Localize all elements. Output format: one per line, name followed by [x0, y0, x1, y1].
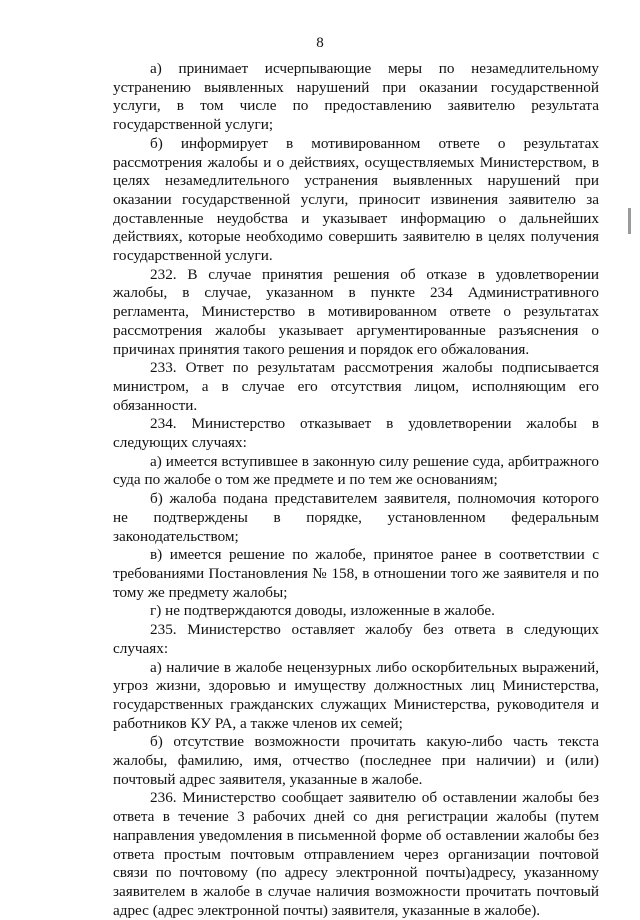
paragraph-235: 235. Министерство оставляет жалобу без ответа в следующих случаях: [113, 621, 599, 657]
paragraph-234b: б) жалоба подана представителем заявителя, полномочия которого не подтверждены в порядке, установленном федеральным законодательством; [113, 490, 599, 545]
paragraph-231b: б) информирует в мотивированном ответе о результатах рассмотрения жалобы и о действиях, осуществляемых Министерством, в целях незамедлительного устранения выявленных нарушений при оказании государственной услуги, приносит извинения заявителю за доставленные неудобства и указывает информацию о дальнейших действиях, которые необходимо совершить заявителю в целях получения государственной услуги. [113, 134, 599, 265]
paragraph-236: 236. Министерство сообщает заявителю об оставлении жалобы без ответа в течение 3 рабочих дней со дня регистрации жалобы (путем направления уведомления в письменной форме об оставлении жалобы без ответа простым почтовым отправлением через организации почтовой связи по почтовому (по адресу электронной почты)адресу, указанному заявителем в жалобе в случае наличия возможности прочитать почтовый адрес (адрес электронной почты) заявителя, указанные в жалобе). [113, 789, 599, 919]
paragraph-235a: а) наличие в жалобе нецензурных либо оскорбительных выражений, угроз жизни, здоровью и имуществу должностных лиц Министерства, государственных гражданских служащих Министерства, руководителя и работников КУ РА, а также членов их семей; [113, 658, 599, 732]
paragraph-234a: а) имеется вступившее в законную силу решение суда, арбитражного суда по жалобе о том же предмете и по тем же основаниям; [113, 452, 599, 489]
paragraph-234: 234. Министерство отказывает в удовлетворении жалобы в следующих случаях: [113, 415, 599, 452]
document-body [113, 60, 599, 920]
paragraph-235b: б) отсутствие возможности прочитать какую-либо часть текста жалобы, фамилию, имя, отчество (последнее при наличии) и (или) почтовый адрес заявителя, указанные в жалобе. [113, 733, 599, 788]
paragraph-234g: г) не подтверждаются доводы, изложенные в жалобе. [150, 602, 495, 620]
scan-edge-mark [628, 208, 631, 234]
paragraph-231a: а) принимает исчерпывающие меры по незамедлительному устранению выявленных нарушений при оказании государственной услуги, в том числе по предоставлению заявителю результата государственной услуги; [113, 60, 599, 134]
paragraph-233: 233. Ответ по результатам рассмотрения жалобы подписывается министром, а в случае его отсутствия лицом, исполняющим его обязанности. [113, 359, 599, 414]
paragraph-234v: в) имеется решение по жалобе, принятое ранее в соответствии с требованиями Постановления № 158, в отношении того же заявителя и по тому же предмету жалобы; [113, 546, 599, 601]
page-number: 8 [316, 35, 324, 51]
paragraph-232: 232. В случае принятия решения об отказе в удовлетворении жалобы, в случае, указанном в пункте 234 Административного регламента, Министерство в мотивированном ответе о результатах рассмотрения жалобы указывает аргументированные разъяснения о причинах принятия такого решения и порядок его обжалования. [113, 265, 599, 358]
